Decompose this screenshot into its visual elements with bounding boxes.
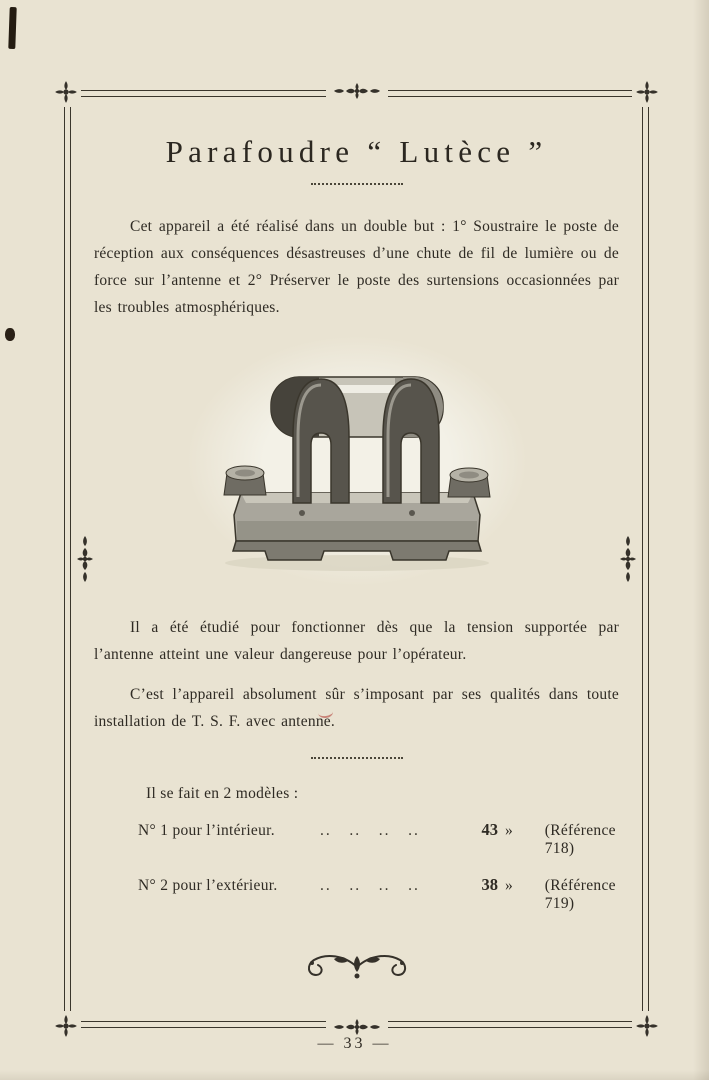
operation-paragraph: Il a été étudié pour fonctionner dès que la tension supportée par l’antenne atteint une valeur dangereuse pour l’opérateur. [94,618,619,663]
model-label: N° 2 pour l’extérieur. [138,877,278,894]
quality-paragraph: C’est l’appareil absolument sûr s’imposant par ses qualités dans toute installation de T. S. F. avec antenne. [94,685,619,730]
price-unit: » [505,822,513,839]
page-content [64,90,649,1028]
model-reference: (Référence 719) [544,877,616,912]
scan-bottom-shadow [0,1070,709,1080]
model-label: N° 1 pour l’intérieur. [138,822,275,839]
scan-edge-shadow [693,0,709,1080]
lightning-arrester-illustration [197,345,517,577]
title-divider [311,183,403,185]
product-photo [187,336,527,586]
binding-mark-top [8,7,16,49]
models-intro: Il se fait en 2 modèles : [146,785,299,802]
model-price: 43 [481,820,498,839]
model-row-interior [138,820,619,858]
dot-leader: .. .. .. .. [320,822,420,839]
price-unit: » [505,877,513,894]
section-divider [311,757,403,759]
intro-paragraph: Cet appareil a été réalisé dans un double but : 1° Soustraire le poste de réception aux conséquences désastreuses d’une chute de fil de lumière ou de force sur l’antenne et 2° Préserver le poste des surtensions occasionnées par les troubles atmosphériques. [94,218,619,317]
dot-leader: .. .. .. .. [320,877,420,894]
page-title: Parafoudre “ Lutèce ” [165,134,548,169]
binding-mark-middle [5,328,15,341]
model-price: 38 [481,875,498,894]
page-number: — 33 — [317,1035,392,1052]
model-row-exterior [138,875,619,913]
model-reference: (Référence 718) [544,822,616,857]
flourish-icon [282,951,432,983]
